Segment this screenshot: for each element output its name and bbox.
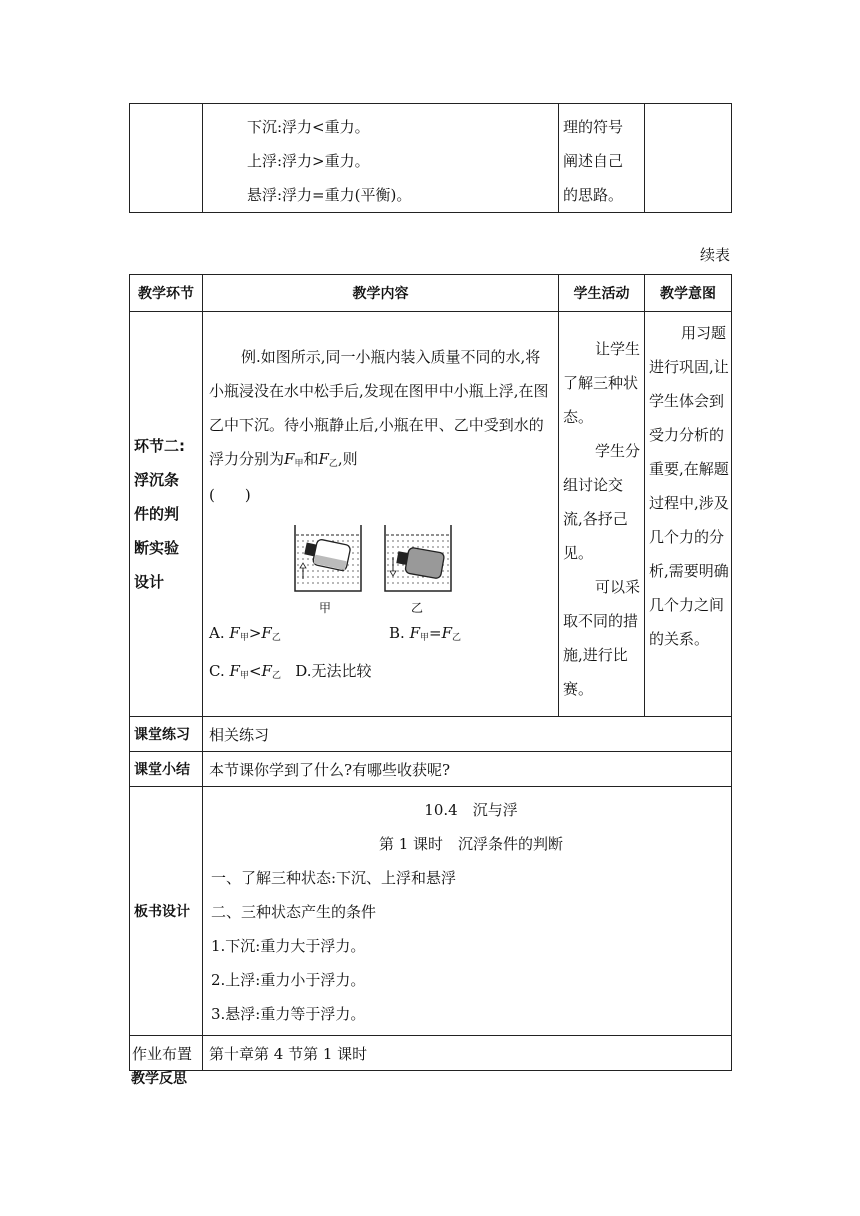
option-c: C. $F_甲<F_乙$ D.无法比较 <box>209 662 372 681</box>
top-stage-cell <box>130 104 203 213</box>
board-line: 1.下沉:重力大于浮力。 <box>211 937 366 955</box>
stage-line: 设计 <box>134 573 165 591</box>
top-line-sink: 下沉:浮力<重力。 <box>247 118 370 136</box>
header-intent: 教学意图 <box>645 275 732 312</box>
and-text: 和 <box>303 450 319 468</box>
board-cell <box>203 787 732 1036</box>
header-row <box>130 275 732 312</box>
stage-line: 环节二: <box>134 437 185 455</box>
homework-row <box>130 1036 732 1071</box>
top-student-line: 理的符号 <box>563 118 624 136</box>
example-text <box>203 312 558 481</box>
board-line: 3.悬浮:重力等于浮力。 <box>211 1005 366 1023</box>
stage-line: 浮沉条 <box>134 471 180 489</box>
stage-two-row <box>130 312 732 717</box>
top-table <box>129 103 732 213</box>
board-line: 二、三种状态产生的条件 <box>211 903 377 921</box>
force-symbol: F <box>284 450 295 468</box>
option-b: B. $F_甲=F_乙$ <box>389 624 462 643</box>
board-title: 10.4 沉与浮 <box>424 801 518 819</box>
top-student-line: 的思路。 <box>563 186 624 204</box>
intent-cell <box>645 312 732 717</box>
beaker-diagram <box>293 521 473 611</box>
homework-value: 第十章第 4 节第 1 课时 <box>203 1036 732 1071</box>
header-content: 教学内容 <box>203 275 559 312</box>
student-activity-para: 可以采取不同的措施,进行比赛。 <box>563 578 641 698</box>
header-student: 学生活动 <box>559 275 645 312</box>
header-stage: 教学环节 <box>130 275 203 312</box>
top-intent-cell <box>645 104 732 213</box>
summary-row <box>130 752 732 787</box>
intent-text: 用习题进行巩固,让学生体会到受力分析的重要,在解题过程中,涉及几个力的分析,需要明确几个力之间的关系。 <box>649 324 729 648</box>
top-line-suspend: 悬浮:浮力=重力(平衡)。 <box>247 186 412 204</box>
student-activity-para: 让学生了解三种状态。 <box>563 340 641 426</box>
answer-paren: ( ) <box>209 486 251 504</box>
student-activity-para: 学生分组讨论交流,各抒己见。 <box>563 442 641 562</box>
homework-label: 作业布置 <box>130 1036 203 1071</box>
board-label: 板书设计 <box>130 787 203 1036</box>
board-line: 2.上浮:重力小于浮力。 <box>211 971 366 989</box>
board-row <box>130 787 732 1036</box>
subscript-yi: 乙 <box>328 459 338 469</box>
stage-line: 件的判 <box>134 505 180 523</box>
lesson-table <box>129 274 732 1071</box>
force-symbol: F <box>318 450 329 468</box>
top-student-cell <box>559 104 645 213</box>
practice-value: 相关练习 <box>203 717 732 752</box>
continued-label: 续表 <box>699 246 730 264</box>
figure-label-jia: 甲 <box>319 601 332 615</box>
subscript-jia: 甲 <box>294 459 304 469</box>
board-subtitle: 第 1 课时 沉浮条件的判断 <box>378 835 564 853</box>
beaker-yi <box>385 525 451 591</box>
example-tail: ,则 <box>337 450 358 468</box>
practice-row <box>130 717 732 752</box>
student-activity-cell <box>559 312 645 717</box>
stage-line: 断实验 <box>134 539 180 557</box>
example-body: 例.如图所示,同一小瓶内装入质量不同的水,将小瓶浸没在水中松手后,发现在图甲中小瓶上浮,在图乙中下沉。待小瓶静止后,小瓶在甲、乙中受到水的浮力分别为 <box>209 348 549 468</box>
board-line: 一、了解三种状态:下沉、上浮和悬浮 <box>211 869 457 887</box>
beaker-figure <box>293 521 558 615</box>
top-content-cell <box>203 104 559 213</box>
option-d: D.无法比较 <box>295 662 372 680</box>
practice-label: 课堂练习 <box>130 717 203 752</box>
option-a: A. $F_甲>F_乙$ <box>209 624 281 643</box>
beaker-jia <box>295 525 361 591</box>
reflection-label: 教学反思 <box>131 1071 187 1087</box>
summary-value: 本节课你学到了什么?有哪些收获呢? <box>203 752 732 787</box>
figure-label-yi: 乙 <box>411 601 424 615</box>
top-student-line: 阐述自己 <box>563 152 624 170</box>
summary-label: 课堂小结 <box>130 752 203 787</box>
top-line-rise: 上浮:浮力>重力。 <box>247 152 370 170</box>
example-cell <box>203 312 559 717</box>
stage-cell <box>130 312 203 717</box>
options <box>203 611 558 693</box>
